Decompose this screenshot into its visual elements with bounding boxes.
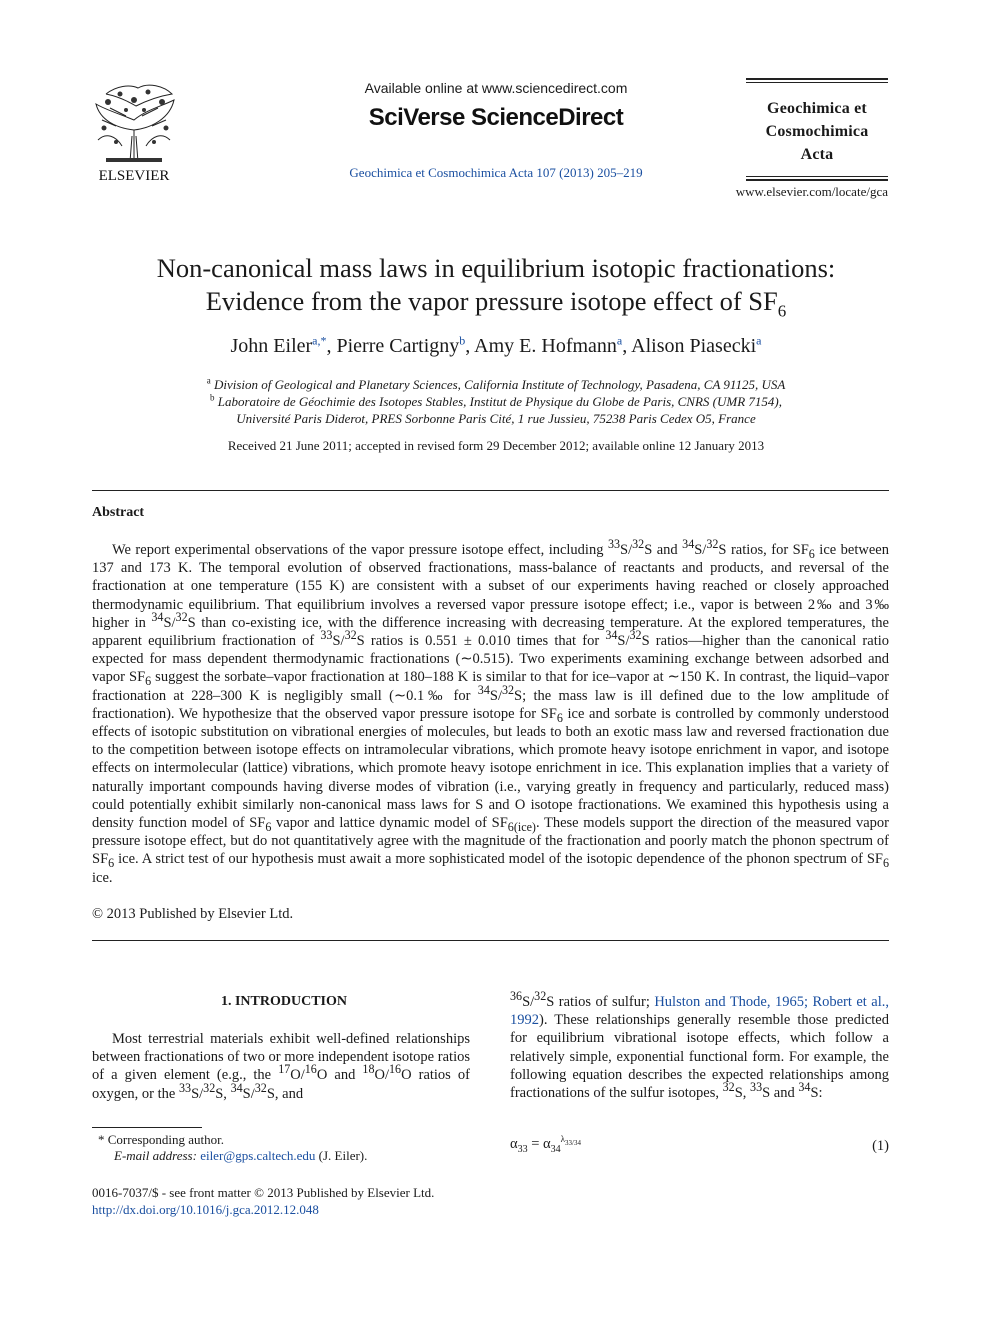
author-name: John Eiler [230, 335, 313, 357]
author-affil-mark: a,* [312, 333, 327, 348]
svg-text:ELSEVIER: ELSEVIER [98, 168, 170, 184]
available-online-text: Available online at www.sciencedirect.com [364, 80, 628, 96]
body-column-right: $^{36}$S/$^{32}$S ratios of sulfur; Hulston and Thode, 1965; Robert et al., 1992). These relationships generally resemble those predicted for equilibrium vibrational isotope effects, which follow a relatively simple, exponential functional form. For example, the following equation describes the expected relationships among fractionations of the sulfur isotopes, $^{32}$S, $^{33}$S and $^{34}$S: [510, 989, 890, 1102]
author-affil-mark: a [616, 333, 623, 348]
author-name: Alison Piasecki [631, 335, 757, 357]
article-title: Non-canonical mass laws in equilibrium isotopic fractionations: Evidence from the vapor pressure isotope effect of $SF_6$ [156, 253, 836, 321]
author-affil-mark: b [459, 333, 466, 348]
equation-number: (1) [872, 1138, 889, 1154]
doi-link[interactable]: http://dx.doi.org/10.1016/j.gca.2012.12.048 [92, 1202, 319, 1217]
abstract-copyright: © 2013 Published by Elsevier Ltd. [92, 906, 294, 922]
affiliations: $^a$ Division of Geological and Planetary Sciences, California Institute of Technology, Pasadena, CA 91125, USA $^b$ Laboratoire de Géochimie des Isotopes Stables, Institut de Physique du Globe de Paris, CNRS (UMR 7154), Université Paris Diderot, PRES Sorbonne Paris Cité, 1 rue Jussieu, 75238 Paris Cedex O5, France [206, 375, 786, 426]
sciencedirect-brand[interactable]: SciVerse ScienceDirect [368, 104, 624, 131]
front-matter [92, 1184, 434, 1218]
abstract-heading: Abstract [92, 505, 145, 520]
footnote: * Corresponding author. E-mail address: eiler@gps.caltech.edu (J. Eiler). [98, 1132, 368, 1163]
journal-name-box [746, 78, 888, 183]
abstract-bottom-rule [92, 940, 889, 941]
author-name: Pierre Cartigny [336, 335, 460, 357]
footnote-rule [92, 1127, 202, 1128]
section-heading-introduction: 1. INTRODUCTION [220, 994, 347, 1009]
author-list: John Eiler$^{a,*}$, Pierre Cartigny$^b$, Amy E. Hofmann$^a$, Alison Piasecki$^a$ [230, 333, 762, 357]
journal-citation-link[interactable]: Geochimica et Cosmochimica Acta 107 (2013) 205–219 [349, 165, 643, 180]
abstract-top-rule [92, 490, 889, 491]
author-email-link[interactable]: eiler@gps.caltech.edu [200, 1148, 316, 1163]
author-name: Amy E. Hofmann [474, 335, 617, 357]
received-dates: Received 21 June 2011; accepted in revised form 29 December 2012; available online 12 January 2013 [227, 438, 765, 453]
author-affil-mark: a [756, 333, 762, 348]
body-column-left: Most terrestrial materials exhibit well-defined relationships between fractionations of two or more independent isotope ratios of a given element (e.g., the $^{17}$O/$^{16}$O and $^{18}$O/$^{16}$O ratios of oxygen, or the $^{33}$S/$^{32}$S, $^{34}$S/$^{32}$S, and [92, 1031, 470, 1102]
reference-link[interactable]: Hulston and Thode, 1965; Robert et al., 1992 [510, 994, 890, 1029]
abstract-body: We report experimental observations of the vapor pressure isotope effect, including $^{33}$S/$^{32}$S and $^{34}$S/$^{32}$S ratios, for $SF_6$ ice between 137 and 173 K. The temporal evolution of observed fractionations, mass-balance of reactants and products, and reversal of the fractionation at one temperature (155 K) are consistent with a subset of our experiments having reached or closely approached thermodynamic equilibrium. That equilibrium involves a reversed vapor pressure isotope effect; i.e., vapor is between 2‰ and 3‰ higher in $^{34}$S/$^{32}$S than co-existing ice, with the difference increasing with decreasing temperature. At the explored temperatures, the apparent equilibrium fractionation of $^{33}$S/$^{32}$S ratios is 0.551 ± 0.010 times that for $^{34}$S/$^{32}$S ratios—higher than the canonical ratio expected for mass dependent thermodynamic fractionations (∼0.515). Two experiments examining exchange between adsorbed and vapor $SF_6$ suggest the sorbate–vapor fractionation at 180–188 K is similar to that for ice–vapor at ∼150 K. In contrast, the liquid–vapor fractionation at 228–300 K is negligibly small (∼0.1‰ for $^{34}$S/$^{32}$S; the mass law is ill defined due to the low amplitude of fractionation). We hypothesize that the observed vapor pressure isotope for $SF_6$ ice and sorbate is controlled by commonly understood effects of isotopic substitution on vibrational energies of molecules, but leads to both an exotic mass law and reversed fractionation due to the competition between isotope effects on intramolecular vibrations, which promote heavy isotope enrichment in vapor, and isotope effects on intermolecular (lattice) vibrations, which promote heavy isotope enrichment in ice. This explanation implies that a variety of naturally important compounds having diverse modes of vibration (i.e., varying greatly in frequency and particularly, reduced mass) could potentially exhibit similarly non-canonical mass laws for S and O isotope fractionations. We examined this hypothesis using a density function model of $SF_6$ vapor and lattice dynamic model of $SF_{6(ice)}$. These models support the direction of the measured vapor pressure isotope effect, but do not quantitatively agree with the magnitude of the fractionation and poorly match the phonon spectrum of $SF_6$ ice. A strict test of our hypothesis must await a more sophisticated model of the isotopic dependence of the phonon spectrum of $SF_6$ ice. [92, 537, 890, 886]
journal-url[interactable]: www.elsevier.com/locate/gca [735, 184, 888, 199]
issn-line: 0016-7037/$ - see front matter © 2013 Published by Elsevier Ltd. [92, 1185, 435, 1200]
equation-1: $\alpha_{33} = \alpha_{34}^{\lambda_{33/34}}$ (1) [510, 1134, 889, 1155]
journal-name: Geochimica et Cosmochimica Acta [765, 100, 869, 163]
